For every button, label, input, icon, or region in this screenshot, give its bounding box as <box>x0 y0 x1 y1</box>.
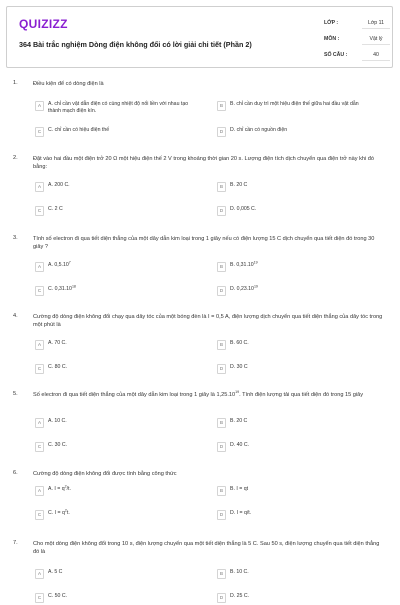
option-text <box>230 340 380 347</box>
question-number: 7. <box>13 540 18 546</box>
option-text-main: B. 20 C <box>230 418 248 424</box>
option-text-main: C. 2 C <box>48 206 63 212</box>
option-letter-box: B <box>217 418 226 428</box>
answer-option-b[interactable] <box>217 340 380 352</box>
option-exponent: 19 <box>253 260 258 265</box>
answer-option-c[interactable] <box>35 206 198 218</box>
question-text <box>33 540 385 556</box>
question-text-main: Đặt vào hai đầu một điện trở 20 Ω một hiệu điện thế 2 V trong khoảng thời gian 20 s. Lượng điện tích dịch chuyển qua điện trở này khi đó bằng: <box>33 156 375 170</box>
option-text <box>48 510 198 517</box>
option-text <box>230 442 380 449</box>
option-text <box>230 418 380 425</box>
answer-option-b[interactable] <box>217 486 380 498</box>
option-letter-box: D <box>217 442 226 452</box>
option-text-main: B. 10 C. <box>230 569 249 575</box>
option-text-main: C. 0,31.10 <box>48 286 72 292</box>
option-text <box>230 593 380 600</box>
option-text-main: B. 60 C. <box>230 340 249 346</box>
option-text-main: D. I = q/t. <box>230 510 252 516</box>
option-text <box>230 286 380 293</box>
quizizz-logo: QUIZIZZ <box>19 17 68 31</box>
option-letter-box: B <box>217 486 226 496</box>
page-title: 364 Bài trắc nghiệm Dòng điện không đổi có lời giải chi tiết (Phần 2) <box>19 40 252 49</box>
option-text-main: B. 0,31.10 <box>230 262 254 268</box>
option-text-main: A. 200 C. <box>48 182 70 188</box>
option-text-main: D. 0,23.10 <box>230 286 254 292</box>
option-text-main: A. 70 C. <box>48 340 67 346</box>
option-letter-box: B <box>217 262 226 272</box>
subject-value: Vật lý <box>362 34 390 45</box>
question-text <box>33 391 385 399</box>
answer-option-b[interactable] <box>217 569 380 581</box>
option-exponent: 18 <box>71 284 76 289</box>
option-text-main: A. 10 C. <box>48 418 67 424</box>
question-text-main: Tính số electron đi qua tiết diện thẳng của một dây dẫn kim loại trong 1 giây nếu có điện lượng 15 C dịch chuyển qua tiết diện đó trong 30 giây ? <box>33 236 375 250</box>
option-letter-box: A <box>35 340 44 350</box>
option-text <box>230 206 380 213</box>
question-count-label: SỐ CÂU : <box>324 52 348 58</box>
answer-option-c[interactable] <box>35 593 198 605</box>
answer-option-a[interactable] <box>35 101 198 113</box>
option-text-main: B. I = qt <box>230 486 249 492</box>
answer-option-a[interactable] <box>35 569 198 581</box>
question-text-main: Cho một dòng điện không đổi trong 10 s, điện lượng chuyển qua một tiết diện thẳng là 5 C. Sau 50 s, điện lượng chuyển qua tiết diện thẳng đó là <box>33 541 380 555</box>
question-number: 3. <box>13 235 18 241</box>
option-text <box>230 510 380 517</box>
class-label: LỚP : <box>324 20 339 26</box>
question-text-main: Số electron đi qua tiết diện thẳng của một dây dẫn kim loại trong 1 giây là 1,25.10 <box>33 392 236 398</box>
answer-option-b[interactable] <box>217 101 380 113</box>
option-text <box>230 364 380 371</box>
question-text <box>33 155 385 171</box>
option-letter-box: C <box>35 510 44 520</box>
answer-option-a[interactable] <box>35 418 198 430</box>
option-letter-box: D <box>217 286 226 296</box>
option-letter-box: B <box>217 182 226 192</box>
option-letter-box: A <box>35 182 44 192</box>
answer-option-d[interactable] <box>217 286 380 298</box>
option-letter-box: C <box>35 127 44 137</box>
option-text <box>48 418 198 425</box>
question-text-exponent: 19 <box>235 390 240 395</box>
option-text <box>230 101 380 108</box>
option-letter-box: D <box>217 206 226 216</box>
option-text-main: C. I = q <box>48 510 65 516</box>
option-text-tail: t. <box>66 510 70 516</box>
option-letter-box: A <box>35 486 44 496</box>
answer-option-d[interactable] <box>217 510 380 522</box>
question-text-tail: . Tính điện lượng tải qua tiết diện đó trong 15 giây <box>239 392 364 398</box>
option-exponent: 7 <box>68 260 71 265</box>
answer-option-a[interactable] <box>35 486 198 498</box>
option-letter-box: D <box>217 510 226 520</box>
answer-option-b[interactable] <box>217 182 380 194</box>
answer-option-d[interactable] <box>217 442 380 454</box>
option-text <box>48 182 198 189</box>
question-text-main: Điều kiện để có dòng điện là <box>33 81 104 87</box>
option-letter-box: C <box>35 286 44 296</box>
answer-option-c[interactable] <box>35 510 198 522</box>
option-text-main: A. 5 C <box>48 569 63 575</box>
option-text <box>48 364 198 371</box>
option-text <box>48 101 198 114</box>
answer-option-a[interactable] <box>35 182 198 194</box>
option-text <box>48 442 198 449</box>
question-number: 6. <box>13 470 18 476</box>
option-text-main: D. 40 C. <box>230 442 250 448</box>
option-text <box>48 569 198 576</box>
question-count-row <box>324 49 390 61</box>
question-number: 4. <box>13 313 18 319</box>
option-exponent: 19 <box>253 284 258 289</box>
option-exponent: 2 <box>64 508 67 513</box>
class-value: Lớp 11 <box>362 18 390 29</box>
question-count-value: 40 <box>362 50 390 61</box>
option-text-main: C. chỉ cần có hiệu điện thế <box>48 127 110 133</box>
option-text <box>230 127 380 134</box>
answer-option-b[interactable] <box>217 418 380 430</box>
subject-label: MÔN : <box>324 36 340 42</box>
option-text <box>48 593 198 600</box>
question-text-main: Cường độ dòng điện không đổi được tính bằng công thức <box>33 471 177 477</box>
question-text <box>33 235 385 251</box>
answer-option-d[interactable] <box>217 364 380 376</box>
option-text-main: D. 0,005 C. <box>230 206 257 212</box>
option-text-main: D. 30 C <box>230 364 248 370</box>
question-number: 1. <box>13 80 18 86</box>
option-letter-box: C <box>35 364 44 374</box>
question-number: 5. <box>13 391 18 397</box>
subject-row <box>324 33 390 45</box>
option-text <box>48 262 198 269</box>
option-text-main: D. 25 C. <box>230 593 250 599</box>
answer-option-c[interactable] <box>35 364 198 376</box>
option-letter-box: B <box>217 101 226 111</box>
option-letter-box: C <box>35 593 44 603</box>
option-text-main: D. chỉ cần có nguồn điện <box>230 127 288 133</box>
option-text <box>230 182 380 189</box>
option-letter-box: A <box>35 418 44 428</box>
question-text <box>33 313 385 329</box>
answer-option-c[interactable] <box>35 127 198 139</box>
option-letter-box: A <box>35 262 44 272</box>
option-text-tail: /t. <box>66 486 71 492</box>
option-letter-box: C <box>35 206 44 216</box>
question-number: 2. <box>13 155 18 161</box>
option-text-main: B. 20 C <box>230 182 248 188</box>
option-text <box>230 486 380 493</box>
option-text <box>48 127 198 134</box>
option-letter-box: A <box>35 569 44 579</box>
option-text-main: C. 80 C. <box>48 364 68 370</box>
answer-option-d[interactable] <box>217 206 380 218</box>
question-text-main: Cường độ dòng điện không đổi chạy qua dây tóc của một bóng đèn là I = 0,5 A, điện lượng dịch chuyển qua tiết diện thẳng của dây tóc trong một phút là <box>33 314 383 328</box>
option-text <box>48 286 198 293</box>
answer-option-b[interactable] <box>217 262 380 274</box>
answer-option-d[interactable] <box>217 593 380 605</box>
answer-option-d[interactable] <box>217 127 380 139</box>
option-text <box>230 262 380 269</box>
question-text <box>33 80 385 88</box>
option-text <box>48 486 198 493</box>
option-text <box>48 206 198 213</box>
option-letter-box: B <box>217 569 226 579</box>
answer-option-a[interactable] <box>35 262 198 274</box>
answer-option-c[interactable] <box>35 286 198 298</box>
option-text <box>230 569 380 576</box>
option-text-main: B. chỉ cần duy trì một hiệu điện thế giữa hai đầu vật dẫn <box>230 101 359 107</box>
answer-option-c[interactable] <box>35 442 198 454</box>
option-letter-box: A <box>35 101 44 111</box>
option-letter-box: D <box>217 127 226 137</box>
answer-option-a[interactable] <box>35 340 198 352</box>
option-text <box>48 340 198 347</box>
option-letter-box: D <box>217 593 226 603</box>
option-exponent: 2 <box>64 484 67 489</box>
option-text-main: A. 0,5.10 <box>48 262 69 268</box>
question-text <box>33 470 385 478</box>
option-text-main: C. 50 C. <box>48 593 68 599</box>
option-text-main: A. I = q <box>48 486 65 492</box>
option-letter-box: C <box>35 442 44 452</box>
class-row <box>324 17 390 29</box>
option-letter-box: B <box>217 340 226 350</box>
option-text-main: C. 30 C. <box>48 442 68 448</box>
worksheet-header <box>6 6 393 68</box>
option-letter-box: D <box>217 364 226 374</box>
option-text-main: A. chỉ cần vật dẫn điện có cùng nhiệt độ nối liền với nhau tạo thành mạch điện kín. <box>48 101 189 114</box>
